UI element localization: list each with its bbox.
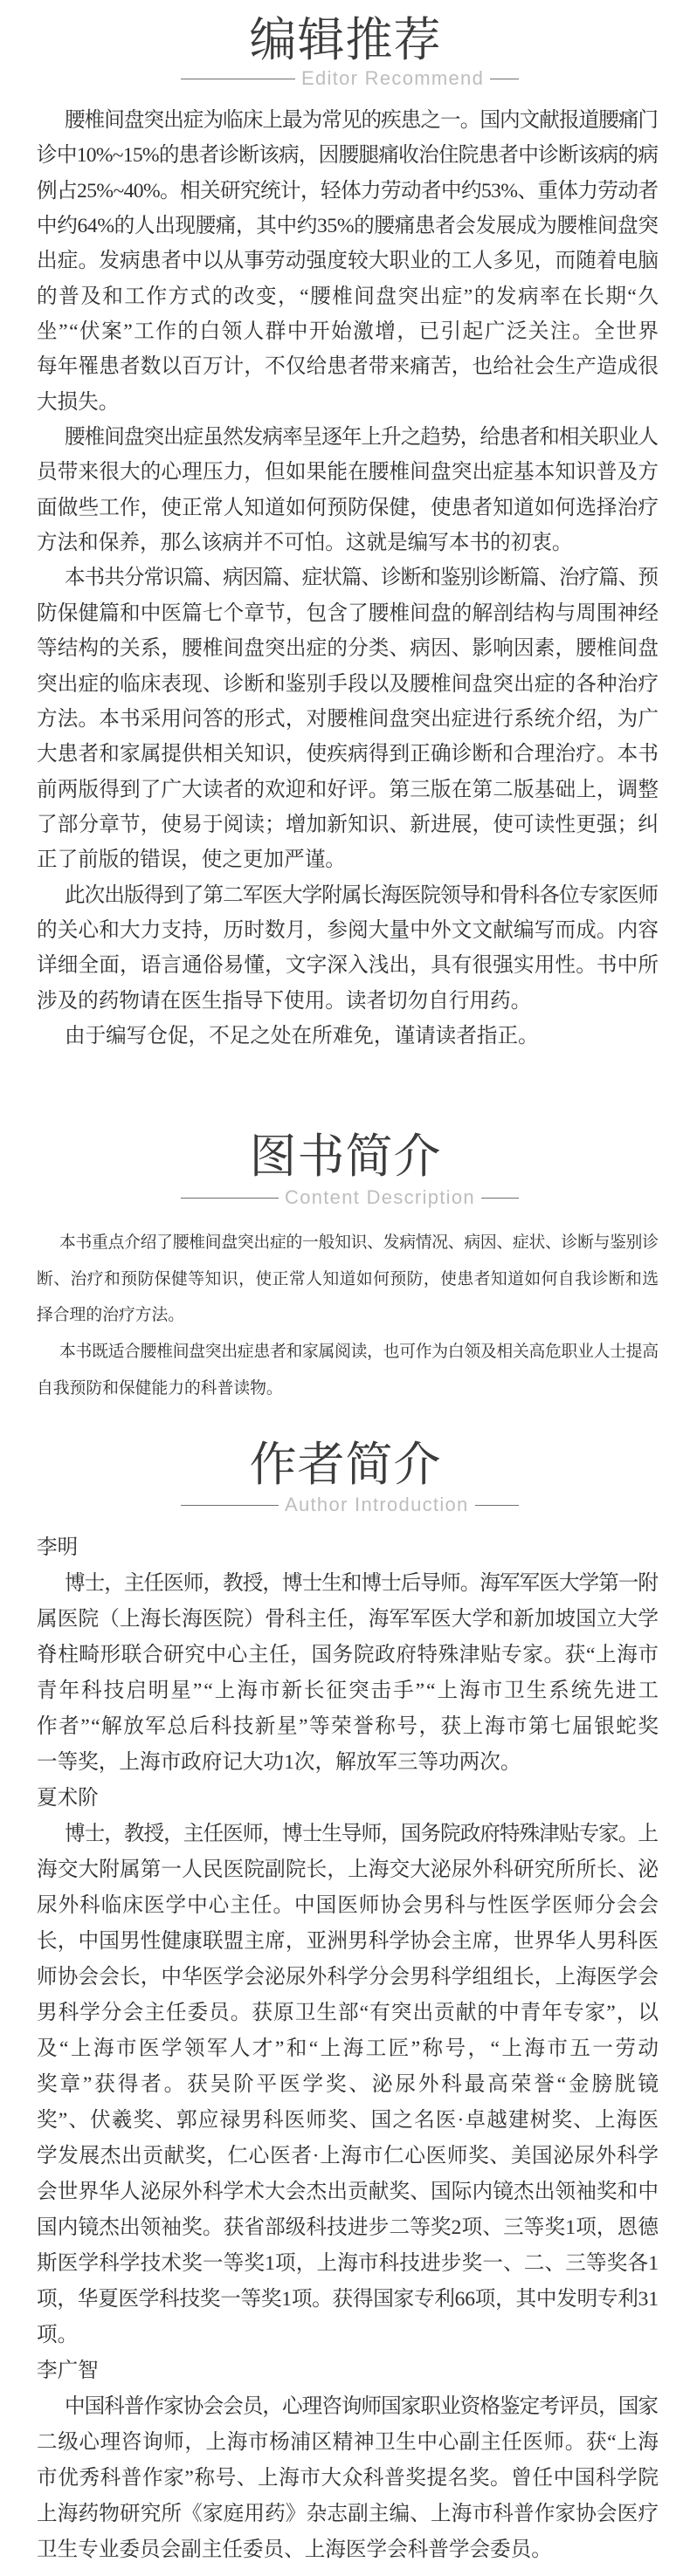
editor-recommend-line-text: 大患者和家属提供相关知识，使疾病得到正确诊断和合理治疗。本书 bbox=[37, 743, 659, 766]
content-description-subtitle: Content Description bbox=[279, 1186, 481, 1209]
author-name-line-text: 李明 bbox=[37, 1535, 79, 1559]
author-bio-line-text: 卫生专业委员会副主任委员、上海医学会科普学会委员。 bbox=[37, 2538, 552, 2561]
editor-recommend-line-text: 由于编写仓促，不足之处在所难免，谨请读者指正。 bbox=[65, 1024, 539, 1048]
editor-recommend-line-text: 方法和保养，那么该病并不可怕。这就是编写本书的初衷。 bbox=[37, 532, 573, 555]
author-bio-line-text: 斯医学科学技术奖一等奖1项，上海市科技进步奖一、二、三等奖各1 bbox=[37, 2251, 659, 2275]
editor-recommend-line-text: 突出症的临床表现、诊断和鉴别手段以及腰椎间盘突出症的各种治疗 bbox=[37, 672, 659, 696]
author-bio-line bbox=[37, 1817, 659, 1852]
editor-recommend-line-text: 例占25%~40%。相关研究统计，轻体力劳动者中约53%、重体力劳动者 bbox=[37, 179, 659, 203]
author-bio-line bbox=[37, 1888, 659, 1924]
editor-recommend-line-text: 的普及和工作方式的改变，“腰椎间盘突出症”的发病率在长期“久 bbox=[37, 285, 660, 308]
editor-recommend-line bbox=[37, 491, 659, 526]
editor-recommend-line-text: 详细全面，语言通俗易懂，文字深入浅出，具有很强实用性。书中所 bbox=[37, 954, 659, 978]
author-bio-line-text: 项。 bbox=[37, 2323, 79, 2346]
author-entry bbox=[37, 2353, 659, 2568]
author-name bbox=[37, 1530, 659, 1566]
author-bio-line-text: 博士，教授，主任医师，博士生导师，国务院政府特殊津贴专家。上 bbox=[65, 1822, 659, 1845]
author-bio-line-text: 青年科技启明星”“上海市新长征突击手”“上海市卫生系统先进工 bbox=[37, 1679, 660, 1702]
editor-recommend-line bbox=[37, 560, 659, 595]
author-bio-line bbox=[37, 1566, 659, 1602]
content-description-line-text: 断、治疗和预防保健等知识，使正常人知道如何预防，使患者知道如何自我诊断和选 bbox=[37, 1269, 659, 1288]
author-bio-line-text: 及“上海市医学领军人才”和“上海工匠”称号，“上海市五一劳动 bbox=[37, 2037, 661, 2060]
editor-recommend-line bbox=[37, 526, 659, 560]
content-description-title: 图书简介 bbox=[249, 1129, 442, 1184]
editor-recommend-line bbox=[37, 420, 659, 455]
editor-recommend-line bbox=[37, 279, 659, 314]
editor-recommend-line-text: 每年罹患者数以百万计，不仅给患者带来痛苦，也给社会生产造成很 bbox=[37, 355, 659, 379]
editor-recommend-line-text: 腰椎间盘突出症为临床上最为常见的疾患之一。国内文献报道腰痛门 bbox=[65, 109, 659, 132]
editor-recommend-paragraph bbox=[37, 878, 659, 1019]
author-bio-line-text: 尿外科临床医学中心主任。中国医师协会男科与性医学医师分会会 bbox=[37, 1893, 659, 1917]
content-description-line bbox=[37, 1297, 659, 1334]
author-entry bbox=[37, 1781, 659, 2353]
author-bio-line bbox=[37, 2210, 659, 2246]
author-bio-line-text: 作者”“解放军总后科技新星”等荣誉称号，获上海市第七届银蛇奖 bbox=[37, 1714, 660, 1738]
author-bio-line-text: 奖”、伏羲奖、郭应禄男科医师奖、国之名医·卓越建树奖、上海医 bbox=[37, 2108, 660, 2132]
author-bio-line bbox=[37, 2461, 659, 2497]
editor-recommend-paragraph bbox=[37, 103, 659, 420]
content-description-line bbox=[37, 1225, 659, 1261]
editor-recommend-body bbox=[37, 103, 659, 1054]
editor-recommend-line bbox=[37, 737, 659, 772]
editor-recommend-line bbox=[37, 913, 659, 948]
editor-recommend-line bbox=[37, 842, 659, 877]
editor-recommend-line bbox=[37, 103, 659, 138]
editor-recommend-line bbox=[37, 878, 659, 913]
author-bio-line bbox=[37, 1638, 659, 1673]
author-bio-paragraph bbox=[37, 1817, 659, 2353]
editor-recommend-paragraph bbox=[37, 1019, 659, 1054]
author-bio-line bbox=[37, 1745, 659, 1781]
author-bio-line-text: 项，华夏医学科技奖一等奖1项。获得国家专利66项，其中发明专利31 bbox=[37, 2287, 659, 2311]
content-description-line-text: 择合理的治疗方法。 bbox=[37, 1306, 185, 1325]
editor-recommend-line-text: 涉及的药物请在医生指导下使用。读者切勿自行用药。 bbox=[37, 989, 532, 1013]
editor-recommend-line-text: 防保健篇和中医篇七个章节，包含了腰椎间盘的解剖结构与周围神经 bbox=[37, 601, 659, 625]
content-description-line bbox=[37, 1261, 659, 1298]
editor-recommend-line-text: 此次出版得到了第二军医大学附属长海医院领导和骨科各位专家医师 bbox=[65, 883, 659, 907]
content-description-paragraph bbox=[37, 1225, 659, 1334]
editor-recommend-line-text: 中约64%的人出现腰痛，其中约35%的腰痛患者会发展成为腰椎间盘突 bbox=[37, 215, 659, 238]
editor-recommend-line bbox=[37, 631, 659, 666]
editor-recommend-line bbox=[37, 948, 659, 983]
author-bio-line bbox=[37, 1960, 659, 1996]
editor-recommend-line-text: 等结构的关系，腰椎间盘突出症的分类、病因、影响因素，腰椎间盘 bbox=[37, 637, 659, 661]
author-bio-line bbox=[37, 1852, 659, 1888]
author-bio-line bbox=[37, 2497, 659, 2532]
editor-recommend-line-text: 正了前版的错误，使之更加严谨。 bbox=[37, 848, 346, 872]
editor-recommend-line-text: 方法。本书采用问答的形式，对腰椎间盘突出症进行系统介绍，为广 bbox=[37, 707, 659, 731]
editor-recommend-paragraph bbox=[37, 560, 659, 877]
author-bio-line bbox=[37, 2532, 659, 2568]
author-bio-line bbox=[37, 1996, 659, 2031]
author-bio-paragraph bbox=[37, 1566, 659, 1781]
author-bio-line bbox=[37, 2174, 659, 2210]
author-bio-line-text: 博士，主任医师，教授，博士生和博士后导师。海军军医大学第一附 bbox=[65, 1571, 659, 1595]
author-name-line-text: 夏术阶 bbox=[37, 1786, 99, 1810]
author-name-line-text: 李广智 bbox=[37, 2359, 99, 2382]
author-bio-line bbox=[37, 2139, 659, 2174]
editor-recommend-line bbox=[37, 667, 659, 702]
author-bio-line bbox=[37, 2425, 659, 2461]
author-bio-line-text: 奖章”获得者。获吴阶平医学奖、泌尿外科最高荣誉“金膀胱镜 bbox=[37, 2072, 661, 2096]
author-introduction-title: 作者简介 bbox=[249, 1437, 442, 1492]
editor-recommend-title: 编辑推荐 bbox=[249, 12, 442, 67]
author-introduction-body bbox=[37, 1530, 659, 2568]
editor-recommend-line bbox=[37, 385, 659, 420]
content-description-line bbox=[37, 1334, 659, 1370]
author-bio-line-text: 学发展杰出贡献奖，仁心医者·上海市仁心医师奖、美国泌尿外科学 bbox=[37, 2144, 659, 2167]
author-bio-line-text: 男科学分会主任委员。获原卫生部“有突出贡献的中青年专家”，以 bbox=[37, 2001, 660, 2024]
editor-recommend-line bbox=[37, 807, 659, 842]
author-bio-line-text: 国内镜杰出领袖奖。获省部级科技进步二等奖2项、三等奖1项，恩德 bbox=[37, 2215, 659, 2239]
author-name bbox=[37, 2353, 659, 2389]
author-bio-line-text: 二级心理咨询师，上海市杨浦区精神卫生中心副主任医师。获“上海 bbox=[37, 2430, 659, 2454]
editor-recommend-line bbox=[37, 596, 659, 631]
editor-recommend-line-text: 诊中10%~15%的患者诊断该病，因腰腿痛收治住院患者中诊断该病的病 bbox=[37, 144, 659, 168]
editor-recommend-subtitle: Editor Recommend bbox=[295, 67, 490, 90]
author-bio-line bbox=[37, 1924, 659, 1960]
editor-recommend-line bbox=[37, 138, 659, 173]
editor-recommend-line bbox=[37, 209, 659, 244]
editor-recommend-line-text: 前两版得到了广大读者的欢迎和好评。第三版在第二版基础上，调整 bbox=[37, 778, 659, 801]
author-bio-line bbox=[37, 2067, 659, 2103]
author-entry bbox=[37, 1530, 659, 1781]
editor-recommend-line-text: 了部分章节，使易于阅读；增加新知识、新进展，使可读性更强；纠 bbox=[37, 813, 659, 836]
editor-recommend-line-text: 坐”“伏案”工作的白领人群中开始激增，已引起广泛关注。全世界 bbox=[37, 320, 660, 344]
editor-recommend-line-text: 腰椎间盘突出症虽然发病率呈逐年上升之趋势，给患者和相关职业人 bbox=[65, 426, 659, 450]
content-description-line-text: 本书既适合腰椎间盘突出症患者和家属阅读，也可作为白领及相关高危职业人士提高 bbox=[59, 1343, 659, 1362]
editor-recommend-line-text: 面做些工作，使正常人知道如何预防保健，使患者知道如何选择治疗 bbox=[37, 496, 659, 519]
author-bio-line-text: 属医院（上海长海医院）骨科主任，海军军医大学和新加坡国立大学 bbox=[37, 1607, 659, 1631]
editor-recommend-line-text: 大损失。 bbox=[37, 390, 120, 414]
author-bio-line bbox=[37, 2318, 659, 2353]
author-bio-line bbox=[37, 2103, 659, 2139]
editor-recommend-line bbox=[37, 349, 659, 384]
author-bio-line-text: 长，中国男性健康联盟主席，亚洲男科学协会主席，世界华人男科医 bbox=[37, 1929, 659, 1953]
editor-recommend-line bbox=[37, 702, 659, 737]
author-name bbox=[37, 1781, 659, 1817]
content-description-line-text: 自我预防和保健能力的科普读物。 bbox=[37, 1378, 283, 1398]
author-bio-paragraph bbox=[37, 2389, 659, 2568]
editor-recommend-line bbox=[37, 1019, 659, 1054]
editor-recommend-line bbox=[37, 984, 659, 1019]
editor-recommend-line bbox=[37, 244, 659, 278]
editor-recommend-line bbox=[37, 314, 659, 349]
editor-recommend-line-text: 本书共分常识篇、病因篇、症状篇、诊断和鉴别诊断篇、治疗篇、预 bbox=[65, 567, 659, 590]
author-bio-line bbox=[37, 2246, 659, 2282]
editor-recommend-line-text: 员带来很大的心理压力，但如果能在腰椎间盘突出症基本知识普及方 bbox=[37, 461, 659, 484]
author-bio-line-text: 会世界华人泌尿外科学术大会杰出贡献奖、国际内镜杰出领袖奖和中 bbox=[37, 2180, 659, 2203]
author-bio-line-text: 脊柱畸形联合研究中心主任，国务院政府特殊津贴专家。获“上海市 bbox=[37, 1643, 659, 1666]
author-bio-line-text: 中国科普作家协会会员，心理咨询师国家职业资格鉴定考评员，国家 bbox=[65, 2394, 659, 2418]
author-bio-line-text: 师协会会长，中华医学会泌尿外科学分会男科学组组长，上海医学会 bbox=[37, 1965, 659, 1989]
editor-recommend-line bbox=[37, 455, 659, 490]
author-bio-line bbox=[37, 1673, 659, 1709]
author-bio-line bbox=[37, 1602, 659, 1638]
author-bio-line-text: 市优秀科普作家”称号、上海市大众科普奖提名奖。曾任中国科学院 bbox=[37, 2466, 659, 2490]
author-bio-line-text: 海交大附属第一人民医院副院长，上海交大泌尿外科研究所所长、泌 bbox=[37, 1858, 659, 1881]
author-bio-line bbox=[37, 2282, 659, 2318]
content-description-line bbox=[37, 1370, 659, 1407]
author-bio-line bbox=[37, 2389, 659, 2425]
content-description-body bbox=[37, 1225, 659, 1406]
content-description-paragraph bbox=[37, 1334, 659, 1406]
editor-recommend-line-text: 出症。发病患者中以从事劳动强度较大职业的工人多见，而随着电脑 bbox=[37, 250, 659, 273]
author-bio-line bbox=[37, 1709, 659, 1745]
author-bio-line bbox=[37, 2031, 659, 2067]
author-bio-line-text: 上海药物研究所《家庭用药》杂志副主编、上海市科普作家协会医疗 bbox=[37, 2502, 659, 2525]
editor-recommend-paragraph bbox=[37, 420, 659, 560]
author-bio-line-text: 一等奖，上海市政府记大功1次，解放军三等功两次。 bbox=[37, 1750, 521, 1774]
content-description-line-text: 本书重点介绍了腰椎间盘突出症的一般知识、发病情况、病因、症状、诊断与鉴别诊 bbox=[59, 1233, 659, 1252]
editor-recommend-line bbox=[37, 773, 659, 807]
editor-recommend-line-text: 的关心和大力支持，历时数月，参阅大量中外文文献编写而成。内容 bbox=[37, 918, 659, 942]
editor-recommend-line bbox=[37, 174, 659, 209]
author-introduction-subtitle: Author Introduction bbox=[279, 1494, 475, 1516]
